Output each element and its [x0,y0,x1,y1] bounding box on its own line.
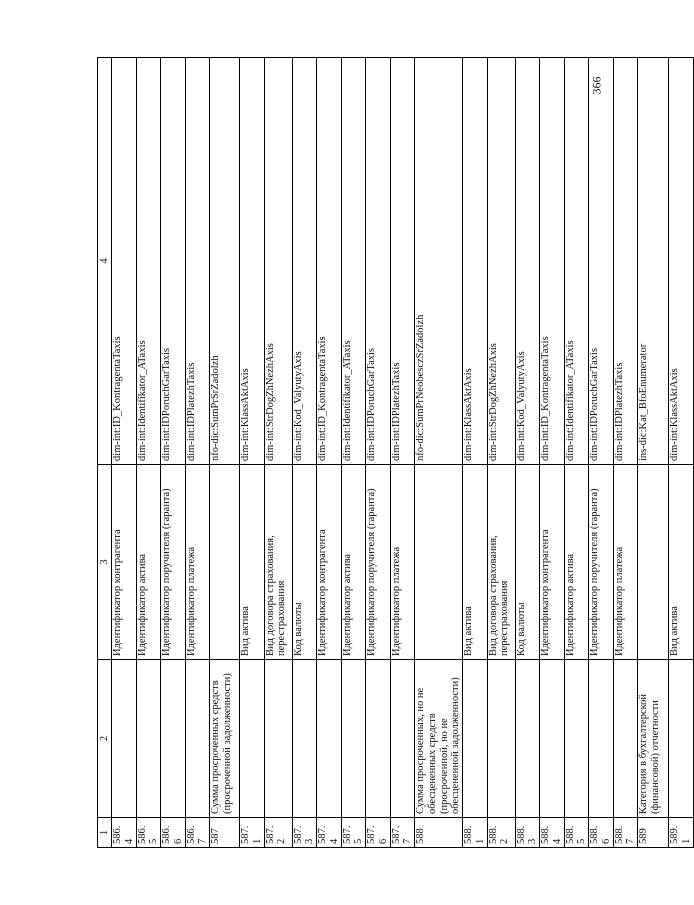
element-code-cell: nfo-dic:SumPrSrZadolzh [210,58,240,465]
table-row [366,58,391,848]
table-row [613,58,638,848]
indicator-name-cell: Сумма просроченных, но не обесцененных средств (просроченной, но не обесцененной задолженности) [415,660,463,818]
indicator-name-cell [564,660,589,818]
indicator-name-cell: Категория в бухгалтерской (финансовой) отчетности [638,660,669,818]
row-number-cell: 588 [415,818,463,848]
indicator-name-cell [589,660,614,818]
table-row [515,58,540,848]
dimension-name-cell: Идентификатор поручителя (гаранта) [366,465,391,660]
element-code-cell: dim-int:Identifikator_ATaxis [564,58,589,465]
table-row [240,58,265,848]
table-row [292,58,317,848]
dimension-name-cell: Идентификатор поручителя (гаранта) [589,465,614,660]
row-number-cell: 588.4 [540,818,565,848]
indicator-name-cell [341,660,366,818]
element-code-cell: dim-int:KlassAktAxis [669,58,694,465]
element-code-cell: dim-int:IDPoruchGarTaxis [161,58,186,465]
row-number-cell: 588.3 [515,818,540,848]
row-number-cell: 586.6 [161,818,186,848]
table-row [136,58,161,848]
row-number-cell: 588.2 [487,818,515,848]
indicator-name-cell [292,660,317,818]
element-code-cell: dim-int:IDPlatezhTaxis [185,58,210,465]
indicator-name-cell [390,660,415,818]
dimension-name-cell: Идентификатор актива [136,465,161,660]
dimension-name-cell [415,465,463,660]
element-code-cell: ins-dic:Kat_BfoEnumerator [638,58,669,465]
row-number-cell: 587.2 [264,818,292,848]
column-header: 4 [98,58,112,465]
dimension-name-cell: Вид актива [463,465,488,660]
table-row [589,58,614,848]
row-number-cell: 587.5 [341,818,366,848]
row-number-cell: 586.7 [185,818,210,848]
dimension-name-cell: Вид договора страхования, перестрахования [264,465,292,660]
column-header: 2 [98,660,112,818]
element-code-cell: dim-int:KlassAktAxis [463,58,488,465]
indicator-name-cell [463,660,488,818]
row-number-cell: 587.1 [240,818,265,848]
element-code-cell: dim-int:Kod_ValyutyAxis [292,58,317,465]
dimension-name-cell: Идентификатор актива [564,465,589,660]
table-row [487,58,515,848]
row-number-cell: 589 [638,818,669,848]
element-code-cell: dim-int:IDPoruchGarTaxis [589,58,614,465]
row-number-cell: 587 [210,818,240,848]
table-row [390,58,415,848]
dimension-name-cell: Код валюты [515,465,540,660]
indicator-name-cell [161,660,186,818]
data-table [97,57,694,848]
element-code-cell: dim-int:ID_KontragentaTaxis [112,58,137,465]
table-row [161,58,186,848]
dimension-name-cell: Вид актива [240,465,265,660]
dimension-name-cell: Идентификатор платежа [390,465,415,660]
element-code-cell: dim-int:Kod_ValyutyAxis [515,58,540,465]
table-row [185,58,210,848]
row-number-cell: 588.6 [589,818,614,848]
table-row [669,58,694,848]
dimension-name-cell: Идентификатор контрагента [540,465,565,660]
row-number-cell: 587.6 [366,818,391,848]
element-code-cell: dim-int:IDPoruchGarTaxis [366,58,391,465]
dimension-name-cell: Идентификатор платежа [185,465,210,660]
row-number-cell: 587.4 [317,818,342,848]
table-row [540,58,565,848]
row-number-cell: 586.4 [112,818,137,848]
indicator-name-cell [185,660,210,818]
element-code-cell: dim-int:Identifikator_ATaxis [136,58,161,465]
indicator-name-cell [487,660,515,818]
table-row [112,58,137,848]
indicator-name-cell [112,660,137,818]
row-number-cell: 588.5 [564,818,589,848]
element-code-cell: dim-int:StrDogZhNezhAxis [264,58,292,465]
indicator-name-cell: Сумма просроченных средств (просроченной задолженности) [210,660,240,818]
indicator-name-cell [264,660,292,818]
column-header: 3 [98,465,112,660]
column-number-row [98,58,112,848]
table-row [638,58,669,848]
table-row [317,58,342,848]
element-code-cell: dim-int:KlassAktAxis [240,58,265,465]
indicator-name-cell [317,660,342,818]
dimension-name-cell [210,465,240,660]
element-code-cell: nfo-dic:SumPrNeobesczSrZadolzh [415,58,463,465]
indicator-name-cell [136,660,161,818]
dimension-name-cell: Вид актива [669,465,694,660]
element-code-cell: dim-int:IDPlatezhTaxis [613,58,638,465]
dimension-name-cell: Идентификатор актива [341,465,366,660]
row-number-cell: 586.5 [136,818,161,848]
page-number: 366 [589,76,604,94]
table-row [341,58,366,848]
dimension-name-cell: Идентификатор контрагента [112,465,137,660]
indicator-name-cell [540,660,565,818]
element-code-cell: dim-int:StrDogZhNezhAxis [487,58,515,465]
row-number-cell: 589.1 [669,818,694,848]
dimension-name-cell: Вид договора страхования, перестрахования [487,465,515,660]
table-row [463,58,488,848]
element-code-cell: dim-int:Identifikator_ATaxis [341,58,366,465]
dimension-name-cell: Идентификатор поручителя (гаранта) [161,465,186,660]
element-code-cell: dim-int:ID_KontragentaTaxis [540,58,565,465]
indicator-name-cell [366,660,391,818]
table-row [415,58,463,848]
indicator-name-cell [240,660,265,818]
row-number-cell: 588.1 [463,818,488,848]
indicator-name-cell [669,660,694,818]
table-row [264,58,292,848]
column-header: 1 [98,818,112,848]
row-number-cell: 588.7 [613,818,638,848]
element-code-cell: dim-int:IDPlatezhTaxis [390,58,415,465]
dimension-name-cell: Идентификатор платежа [613,465,638,660]
indicator-name-cell [613,660,638,818]
dimension-name-cell: Код валюты [292,465,317,660]
element-code-cell: dim-int:ID_KontragentaTaxis [317,58,342,465]
row-number-cell: 587.3 [292,818,317,848]
table-row [564,58,589,848]
indicator-name-cell [515,660,540,818]
dimension-name-cell: Идентификатор контрагента [317,465,342,660]
row-number-cell: 587.7 [390,818,415,848]
dimension-name-cell [638,465,669,660]
table-row [210,58,240,848]
